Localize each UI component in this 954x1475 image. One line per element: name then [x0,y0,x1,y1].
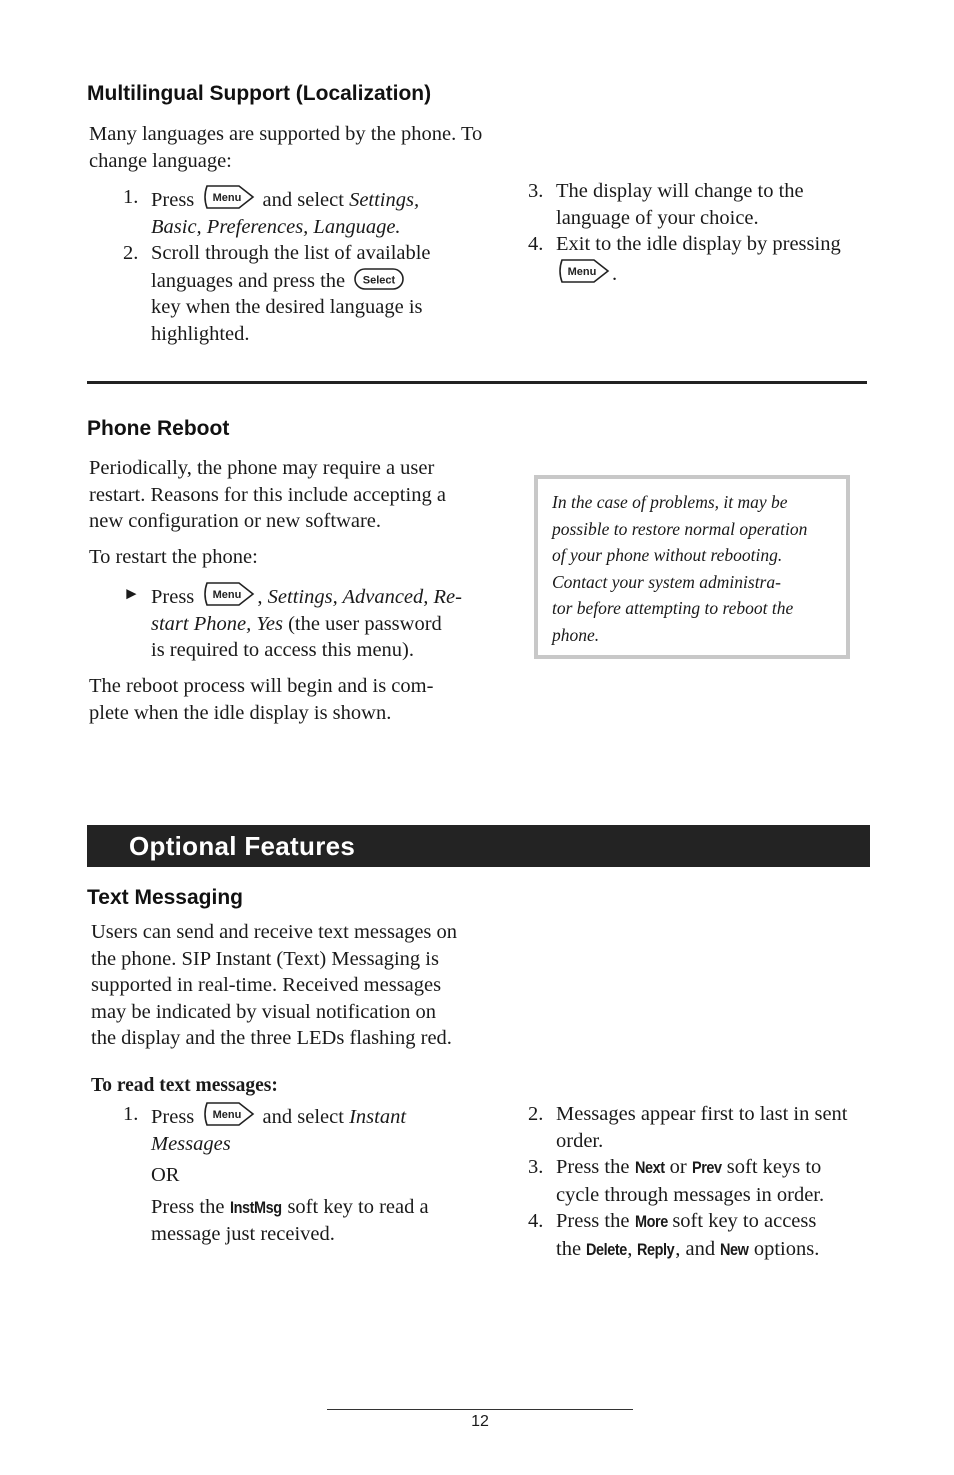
menu-key-icon [201,581,255,607]
list-number: 2. [528,1103,544,1125]
list-item [89,581,489,664]
step-text: is required to access this menu). [151,639,415,661]
step-text: Messages appear first to last in sent [556,1103,848,1125]
step-text: order. [556,1129,604,1152]
paragraph-line: may be indicated by visual notification on [91,1000,436,1023]
step-text: highlighted. [151,322,250,345]
svg-text:Menu: Menu [213,192,242,204]
multilingual-steps-right [494,178,914,287]
section-divider [87,381,867,384]
svg-text:Select: Select [363,274,396,286]
section-heading-text-messaging: Text Messaging [87,886,243,909]
step-text: and select [257,189,350,211]
menu-path: Instant [349,1106,407,1128]
step-text: key when the desired language is [151,296,423,318]
list-number: 3. [528,180,544,202]
paragraph-line: Periodically, the phone may require a user [89,457,435,479]
list-item [494,178,914,231]
paragraph-line: the phone. SIP Instant (Text) Messaging is [91,947,439,970]
list-number: 1. [123,1103,139,1125]
section-banner [87,825,870,867]
step-text: . [612,262,618,285]
list-number: 4. [528,233,544,255]
footer-rule [327,1409,633,1410]
menu-path: Basic, Preferences, Language. [151,215,401,238]
svg-text:Menu: Menu [213,589,242,601]
text-messaging-intro [91,919,511,1052]
softkey-label: New [720,1239,749,1259]
note-line: phone. [552,624,600,645]
note-line: Contact your system administra- [552,571,781,592]
note-line: of your phone without rebooting. [552,545,783,565]
list-item [494,1154,914,1208]
note-line: possible to restore normal operation [552,518,808,539]
bullet-arrow-icon: ► [123,584,140,603]
multilingual-intro [89,121,529,174]
menu-path: Settings, [349,189,420,211]
menu-path: start Phone, Yes [151,612,283,635]
step-text: language of your choice. [556,206,759,229]
page-number: 12 [471,1413,489,1430]
softkey-label: Reply [637,1239,675,1259]
paragraph-line: Users can send and receive text messages on [91,921,458,943]
paragraph-line: supported in real-time. Received messages [91,974,442,996]
menu-path: Messages [151,1132,231,1155]
section-heading-phone-reboot: Phone Reboot [87,417,230,440]
softkey-label: InstMsg [229,1197,282,1217]
paragraph-line: plete when the idle display is shown. [89,701,392,724]
paragraph-line: the display and the three LEDs flashing red. [91,1027,452,1049]
paragraph-line: new configuration or new software. [89,510,382,532]
list-number: 1. [123,186,139,208]
step-text: (the user password [282,612,442,635]
list-item [89,1101,509,1248]
softkey-label: Prev [691,1158,722,1177]
step-text: Press [151,1106,195,1128]
step-text: the [556,1237,587,1260]
step-text: and select [257,1106,350,1128]
step-text: cycle through messages in order. [556,1183,825,1206]
softkey-label: More [634,1212,668,1231]
svg-text:Menu: Menu [213,1109,242,1121]
step-text: , [627,1237,638,1260]
step-text: options. [748,1237,820,1260]
section-heading-multilingual: Multilingual Support (Localization) [87,82,432,105]
step-text: soft keys to [721,1156,822,1178]
softkey-label: Next [634,1158,665,1177]
list-number: 2. [123,242,139,264]
step-text: or [664,1156,692,1178]
step-text: Press [151,189,195,211]
step-text: Scroll through the list of available [151,242,431,264]
note-line: tor before attempting to reboot the [552,598,794,618]
list-item [494,231,914,287]
step-text: Press [151,586,195,608]
reboot-bullet [89,581,489,664]
or-text: OR [151,1164,180,1186]
reboot-intro [89,455,489,535]
list-number: 3. [528,1156,544,1178]
read-messages-steps-right [494,1101,914,1263]
multilingual-steps-left [89,184,509,347]
list-item [494,1101,914,1154]
list-item [89,240,509,347]
intro-line: change language: [89,149,232,172]
softkey-label: Delete [586,1239,627,1259]
step-text: message just received. [151,1223,335,1245]
alt-instruction [151,1194,509,1222]
menu-key-icon [201,1101,255,1127]
menu-key-icon [201,184,255,210]
reboot-completion [89,673,489,726]
paragraph-line: restart. Reasons for this include accepting a [89,483,446,506]
list-number: 4. [528,1210,544,1232]
step-text: soft key to access [667,1210,817,1232]
step-text: Press the [556,1210,635,1232]
read-messages-steps-left [89,1101,509,1248]
step-text: soft key to read a [282,1195,429,1218]
step-text: Press the [556,1156,635,1178]
select-key-icon [352,267,406,291]
step-text: Exit to the idle display by pressing [556,233,841,255]
banner-title: Optional Features [129,831,356,861]
subheading-read-messages: To read text messages: [91,1075,278,1096]
menu-path: Settings, Advanced, Re- [267,586,462,608]
step-text: , [257,586,263,608]
note-box [534,475,850,659]
intro-line: Many languages are supported by the phone. To [89,123,483,145]
step-text: The display will change to the [556,180,804,202]
svg-text:Menu: Menu [567,265,597,278]
step-text: Press the [151,1195,230,1218]
step-text: languages and press the [151,269,346,292]
reboot-instruction: To restart the phone: [89,546,258,568]
list-item [89,184,509,240]
note-line: In the case of problems, it may be [552,492,788,512]
step-text: , and [675,1237,721,1260]
list-item [494,1208,914,1263]
menu-key-icon [556,258,610,284]
paragraph-line: The reboot process will begin and is com- [89,675,434,697]
